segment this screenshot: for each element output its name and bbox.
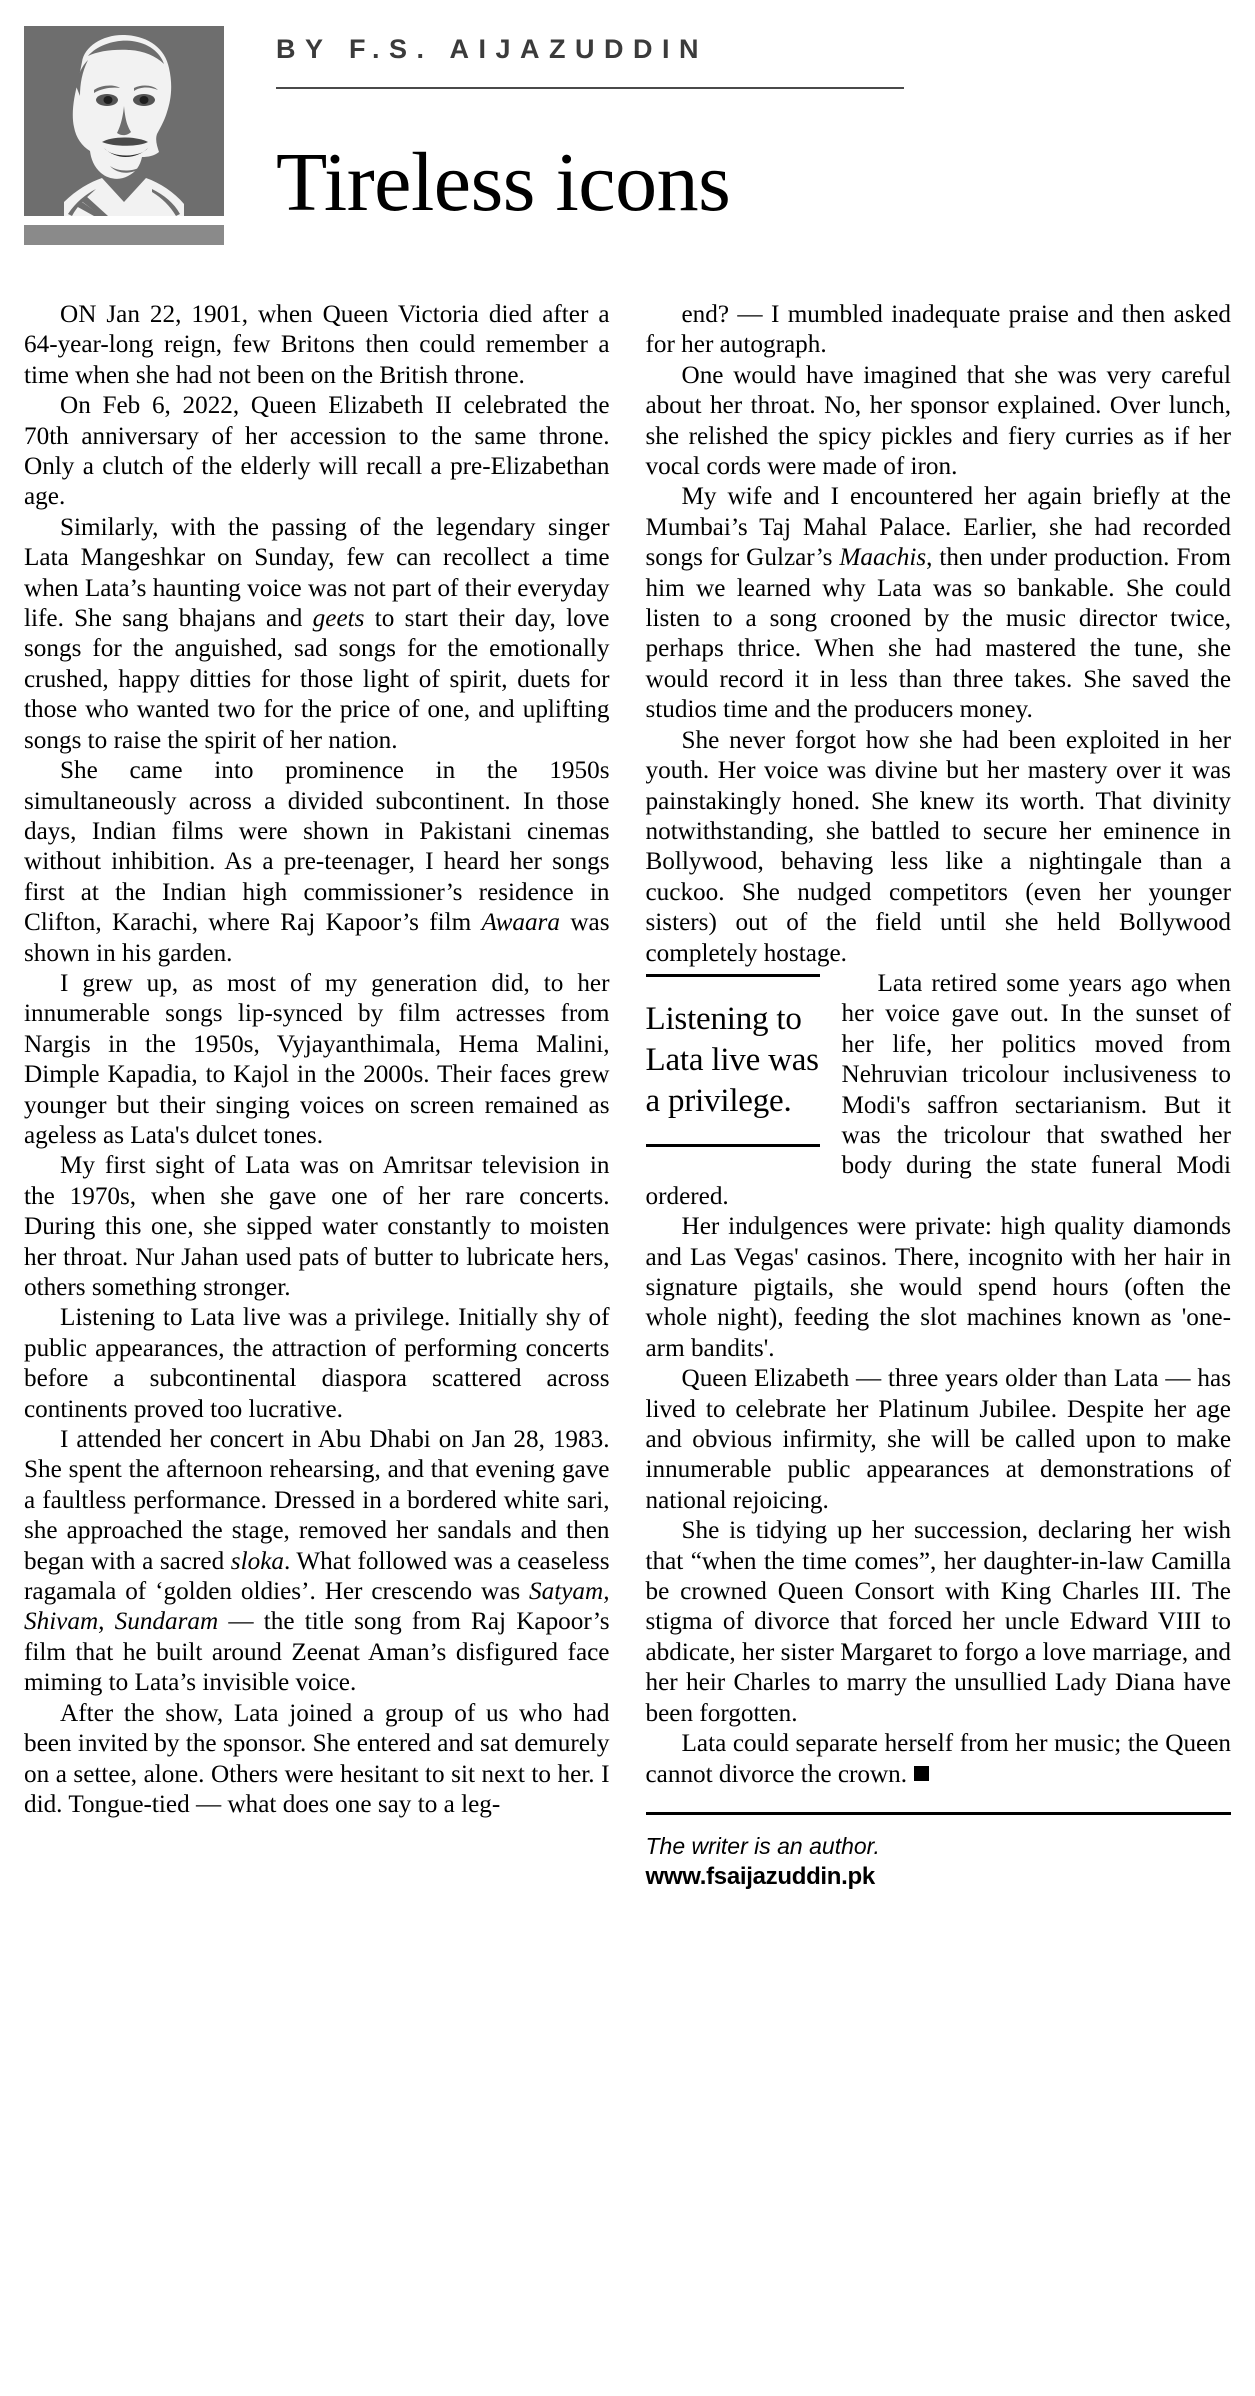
paragraph [646,482,1232,725]
paragraph: On Feb 6, 2022, Queen Elizabeth II celebrated the 70th anniversary of her accession to the same throne. Only a clutch of the elderly will recall a pre-Elizabethan age. [24,392,610,511]
left-column [24,300,610,1893]
paragraph: She is tidying up her succession, declaring her wish that “when the time comes”, her daughter-in-law Camilla be crowned Queen Consort with King Charles III. The stigma of divorce that forced her uncle Edward VIII to abdicate, her sister Margaret to forgo a love marriage, and her heir Charles to marry the unsullied Lady Diana have been forgotten. [645,1517,1231,1727]
writer-credit: The writer is an author. [645,1832,880,1859]
italic-term-satyam: Satyam, Shivam, Sundaram [24,1578,610,1636]
masthead-text [276,26,1231,229]
right-column [646,300,1232,1893]
italic-term-maachis: Maachis [839,544,927,572]
author-portrait-block [24,26,224,245]
paragraph [24,1425,610,1699]
article-headline: Tireless icons [276,136,731,229]
paragraph: She never forgot how she had been exploited in her youth. Her voice was divine but her mastery over it was painstakingly honed. She knew its worth. That divinity notwithstanding, she battled to secure her eminence in Bollywood, behaving less like a nightingale than a cuckoo. She nudged competitors (even her younger sisters) out of the field until she held Bollywood completely hostage. [645,726,1231,967]
end-of-article-mark [914,1766,929,1781]
byline-divider [276,87,904,89]
paragraph: end? — I mumbled inadequate praise and then asked for her autograph. [645,301,1231,359]
paragraph: I grew up, as most of my generation did, to her innumerable songs lip-synced by film actresses from Nargis in the 1950s, Vyjayanthimala, Hema Malini, Dimple Kapadia, to Kajol in the 2000s. Their faces grew younger but their singing voices on screen remained as ageless as Lata's dulcet tones. [24,969,610,1149]
article-body [24,300,1231,1893]
paragraph: Queen Elizabeth — three years older than Lata — has lived to celebrate her Platinum Jubilee. Despite her age and obvious infirmity, she will be called upon to make innumerable public appearances at demonstrations of national rejoicing. [645,1365,1231,1514]
paragraph: After the show, Lata joined a group of us who had been invited by the sponsor. She entered and sat demurely on a settee, alone. Others were hesitant to sit next to her. I did. Tongue-tied — what does one say to a leg- [24,1699,610,1818]
paragraph: ON Jan 22, 1901, when Queen Victoria died after a 64-year-long reign, few Britons then could remember a time when she had not been on the British throne. [24,301,610,389]
article-byline: BY F.S. AIJAZUDDIN [276,34,709,64]
paragraph-rich-3: Similarly, with the passing of the legendary singer Lata Mangeshkar on Sunday, few can recollect a time when Lata’s haunting voice was not part of their everyday life. She sang bhajans and geets to start their day, love songs for the anguished, sad songs for the emotionally crushed, happy ditties for those light of spirit, duets for those who wanted two for the price of one, and uplifting songs to raise the spirit of her nation. [24,513,610,754]
paragraph-rich-4: She came into prominence in the 1950s simultaneously across a divided subcontinent. In those days, Indian films were shown in Pakistani cinemas without inhibition. As a pre-teenager, I heard her songs first at the Indian high commissioner’s residence in Clifton, Karachi, where Raj Kapoor’s film Awaara was shown in his garden. [24,757,610,967]
italic-term-awaara: Awaara [481,909,560,937]
italic-term-sloka: sloka [230,1547,284,1575]
pull-quote [646,974,820,1147]
paragraph [24,513,610,756]
paragraph-rich-r3: My wife and I encountered her again briefly at the Mumbai’s Taj Mahal Palace. Earlier, she had recorded songs for Gulzar’s Maachis, then under production. From him we learned why Lata was so bankable. She could listen to a song crooned by the music director twice, perhaps thrice. When she had mastered the tune, she would record it in less than three takes. She saved the studios time and the producers money. [645,483,1231,724]
paragraph: Her indulgences were private: high quality diamonds and Las Vegas' casinos. There, incognito with her hair in signature pigtails, she would spend hours (often the whole night), feeding the slot machines known as 'one-arm bandits'. [645,1213,1231,1362]
article-masthead [0,0,1255,300]
paragraph: Listening to Lata live was a privilege. Initially shy of public appearances, the attraction of performing concerts before a subcontinental diaspora scattered across continents proved too lucrative. [24,1304,610,1423]
paragraph [24,756,610,969]
author-portrait [24,26,224,216]
paragraph: One would have imagined that she was very careful about her throat. No, her sponsor explained. Over lunch, she relished the spicy pickles and fiery curries as if her vocal cords were made of iron. [645,361,1231,481]
portrait-underbar [24,225,224,245]
italic-term-geets: geets [312,605,365,633]
paragraph: Lata retired some years ago when her voice gave out. In the sunset of her life, her politics moved from Nehruvian tricolour inclusiveness to Modi's saffron sectarianism. But it was the tricolour that swathed her body during the state funeral Modi ordered. [645,969,1231,1210]
paragraph: My first sight of Lata was on Amritsar television in the 1970s, when she gave one of her rare concerts. During this one, she sipped water constantly to moisten her throat. Nur Jahan used pats of butter to lubricate hers, others something stronger. [24,1152,610,1301]
paragraph: Lata could separate herself from her music; the Queen cannot divorce the crown. [645,1730,1231,1788]
pull-quote-text: Listening to Lata live was a privilege. [645,1000,819,1119]
writer-website[interactable]: www.fsaijazuddin.pk [645,1862,875,1890]
article-footer [646,1812,1232,1893]
paragraph-rich-8: I attended her concert in Abu Dhabi on Jan 28, 1983. She spent the afternoon rehearsing, and that evening gave a faultless performance. Dressed in a bordered white sari, she approached the stage, removed her sandals and then began with a sacred sloka. What followed was a ceaseless ragamala of ‘golden oldies’. Her crescendo was Satyam, Shivam, Sundaram — the title song from Raj Kapoor’s film that he built around Zeenat Aman’s disfigured face miming to Lata’s invisible voice. [24,1426,610,1697]
